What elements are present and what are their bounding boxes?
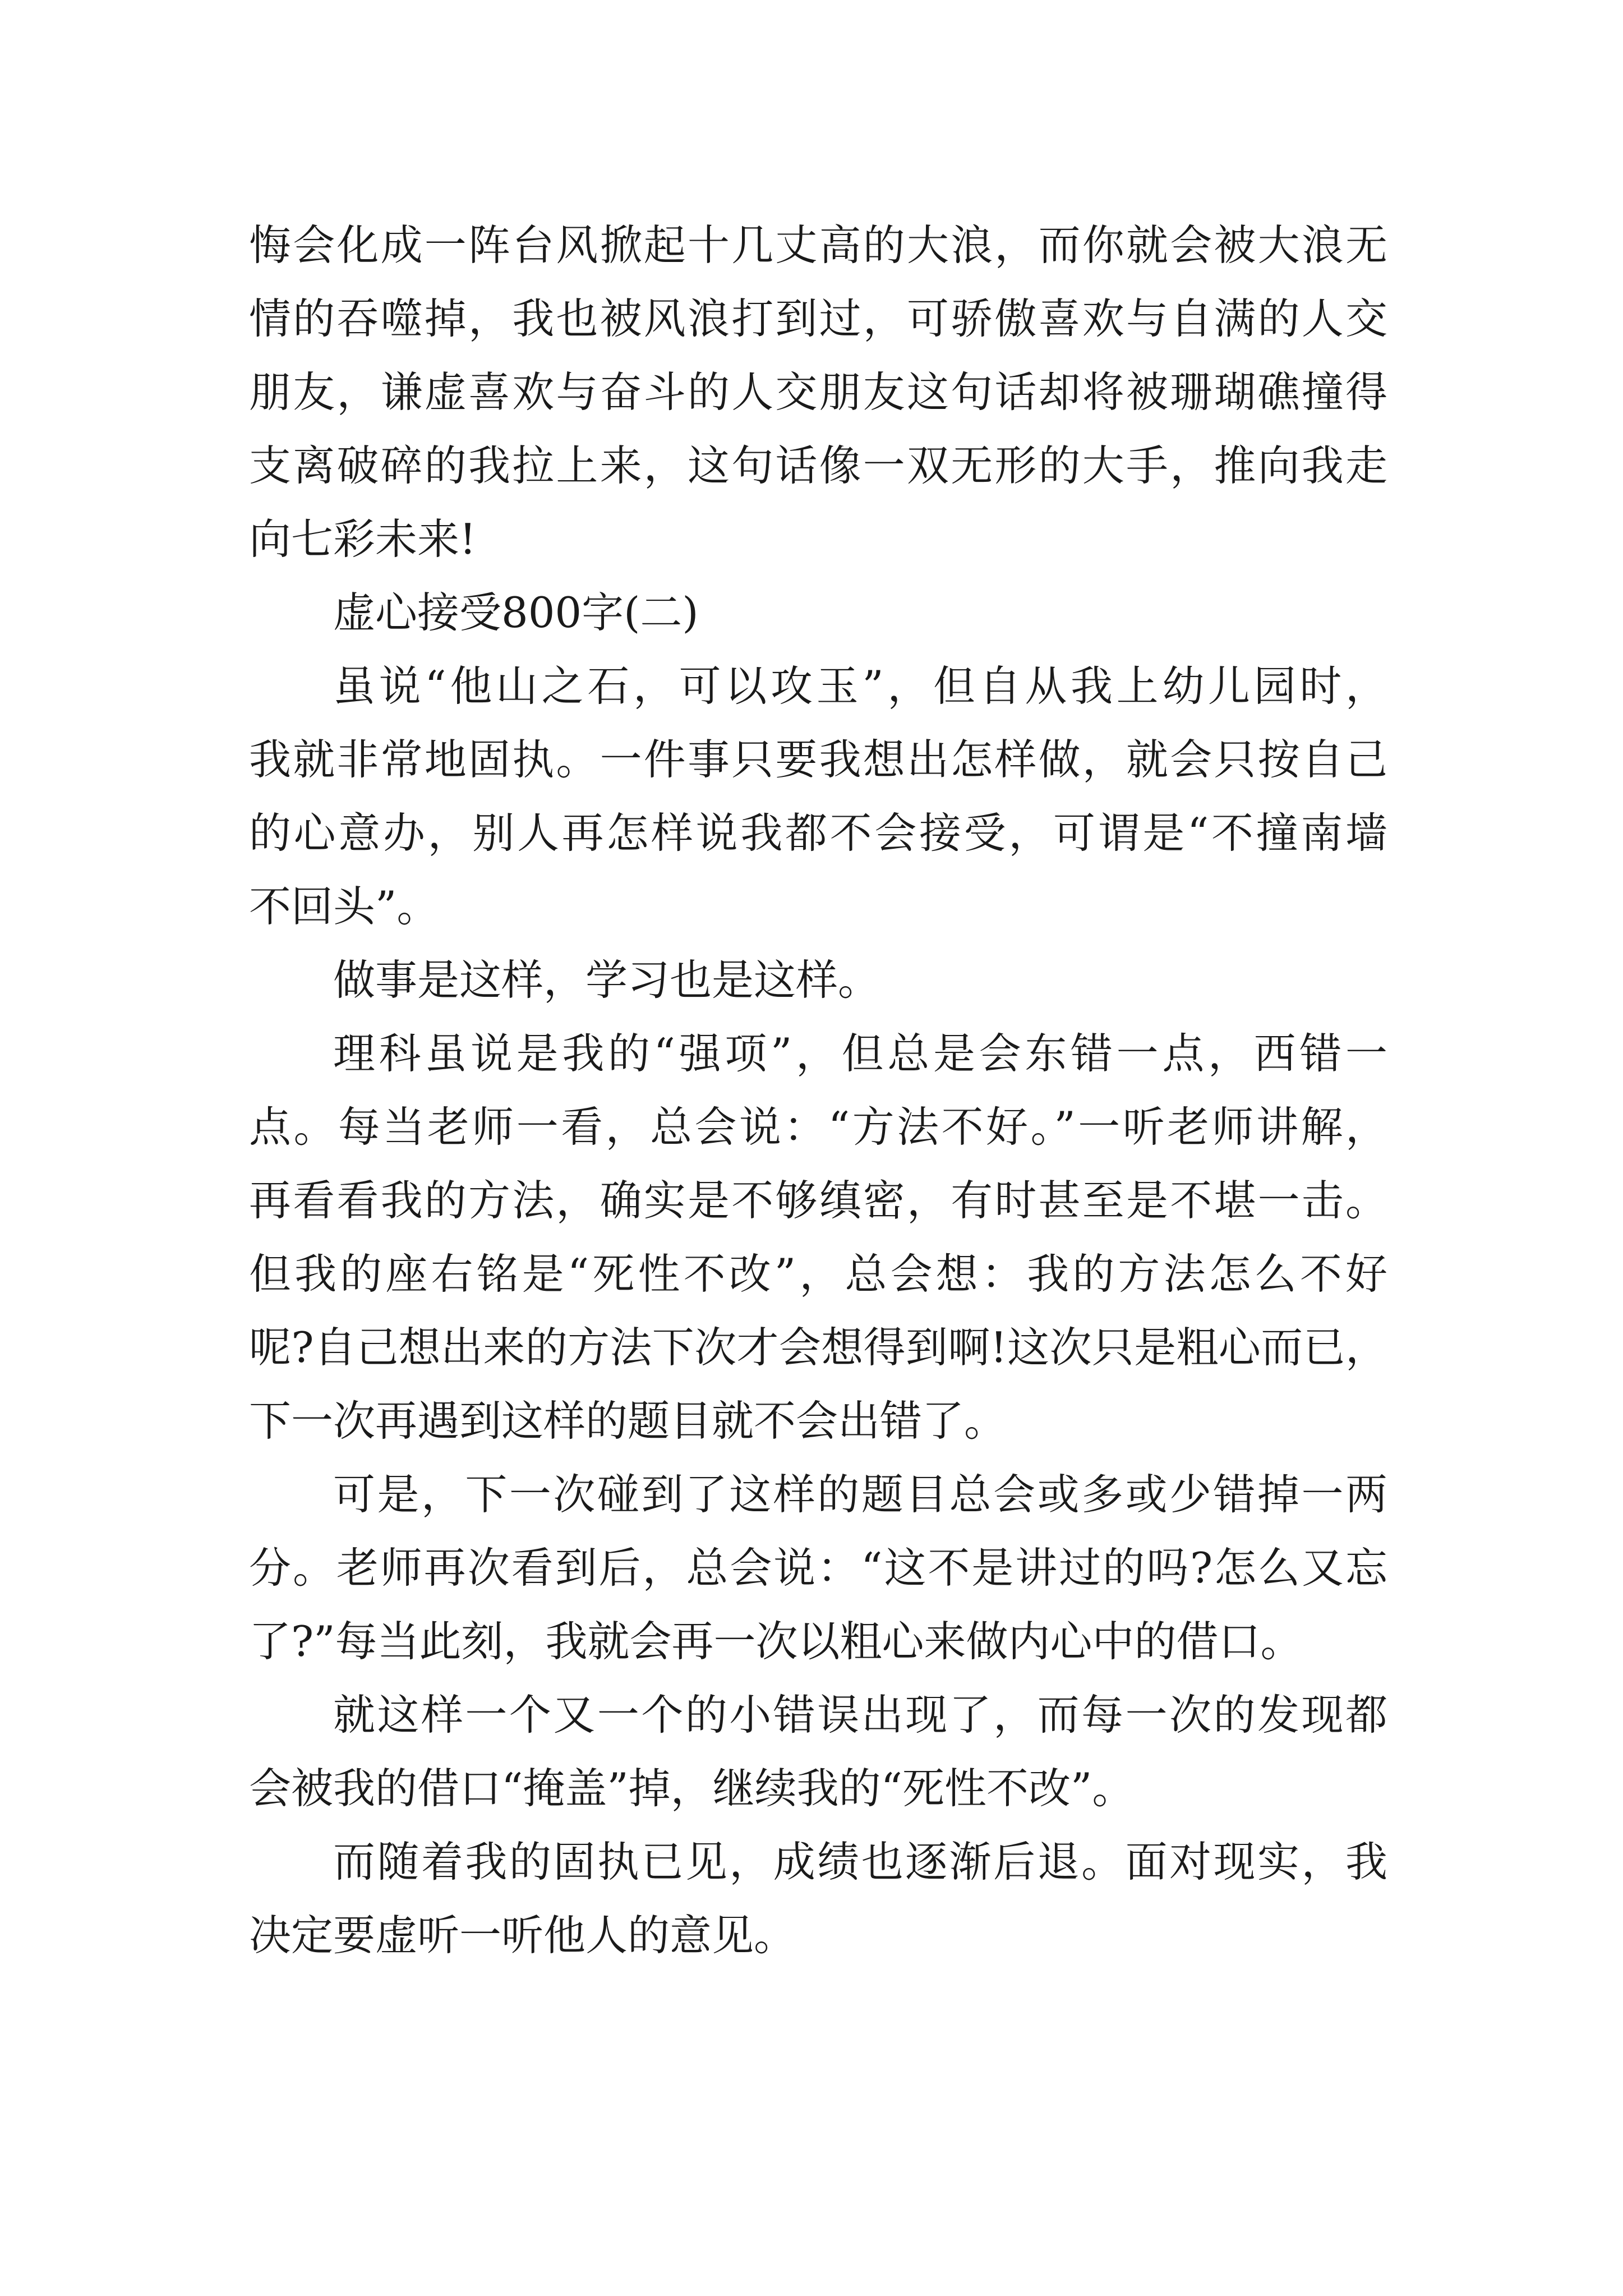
text-line: 决定要虚听一听他人的意见。: [249, 1911, 796, 1960]
text-line: 悔会化成一阵台风掀起十几丈高的大浪，而你就会被大浪无: [249, 220, 1387, 270]
text-line: 但我的座右铭是“死性不改”，总会想：我的方法怎么不好: [249, 1249, 1387, 1299]
text-line: 虽说“他山之石，可以攻玉”，但自从我上幼儿园时，: [333, 661, 1387, 711]
text-line: 情的吞噬掉，我也被风浪打到过，可骄傲喜欢与自满的人交: [249, 294, 1387, 343]
text-line: 点。每当老师一看，总会说：“方法不好。”一听老师讲解，: [249, 1102, 1387, 1152]
text-line: 我就非常地固执。一件事只要我想出怎样做，就会只按自己: [249, 735, 1387, 784]
text-line: 理科虽说是我的“强项”，但总是会东错一点，西错一: [333, 1029, 1387, 1078]
text-line: 不回头”。: [249, 882, 439, 931]
text-line: 做事是这样，学习也是这样。: [333, 955, 880, 1005]
document-body: [249, 209, 1387, 1972]
text-line: 再看看我的方法，确实是不够缜密，有时甚至是不堪一击。: [249, 1176, 1387, 1225]
text-line: 支离破碎的我拉上来，这句话像一双无形的大手，推向我走: [249, 441, 1387, 490]
text-line: 下一次再遇到这样的题目就不会出错了。: [249, 1396, 1007, 1446]
text-line: 呢?自己想出来的方法下次才会想得到啊!这次只是粗心而已，: [249, 1323, 1387, 1372]
text-line: 可是，下一次碰到了这样的题目总会或多或少错掉一两: [333, 1470, 1387, 1519]
text-line: 了?”每当此刻，我就会再一次以粗心来做内心中的借口。: [249, 1617, 1303, 1666]
text-line: 向七彩未来!: [249, 514, 477, 564]
text-line: 朋友，谦虚喜欢与奋斗的人交朋友这句话却将被珊瑚礁撞得: [249, 367, 1387, 417]
text-line: 的心意办，别人再怎样说我都不会接受，可谓是“不撞南墙: [249, 808, 1387, 858]
text-line: 分。老师再次看到后，总会说：“这不是讲过的吗?怎么又忘: [249, 1543, 1387, 1593]
section-heading: 虚心接受800字(二): [333, 588, 699, 637]
text-line: 会被我的借口“掩盖”掉，继续我的“死性不改”。: [249, 1764, 1135, 1813]
text-line: 就这样一个又一个的小错误出现了，而每一次的发现都: [333, 1690, 1387, 1740]
text-line: 而随着我的固执已见，成绩也逐渐后退。面对现实，我: [333, 1837, 1387, 1887]
